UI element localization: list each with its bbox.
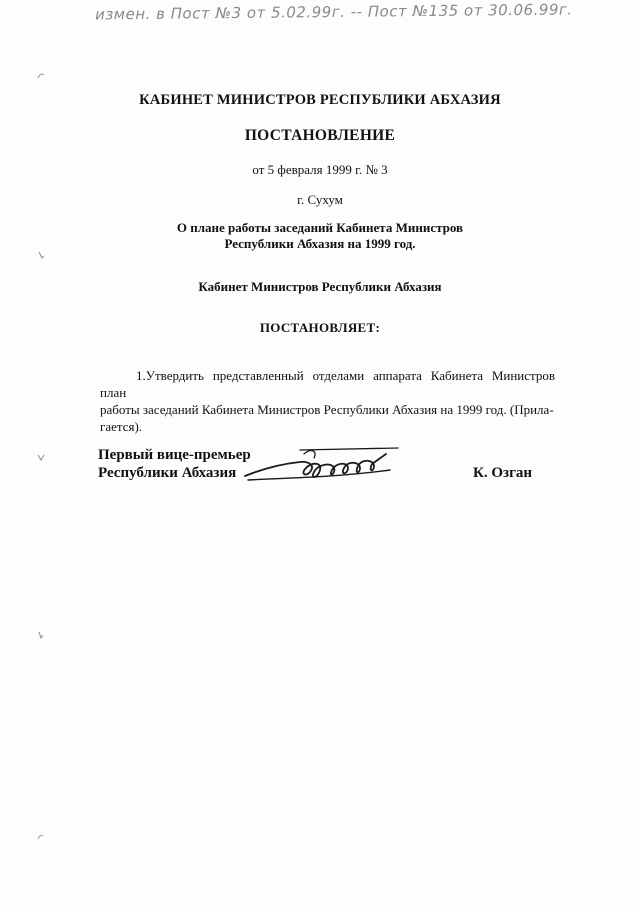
issuing-body: Кабинет Министров Республики Абхазия — [198, 279, 442, 294]
document-type-title: ПОСТАНОВЛЕНИЕ — [244, 127, 396, 144]
paragraph-line: гается). — [100, 419, 143, 434]
position-line: Республики Абхазия — [98, 465, 237, 481]
scan-mark-icon — [36, 832, 46, 842]
scan-mark-icon — [36, 630, 46, 640]
document-subject — [0, 220, 640, 252]
signatory-name: К. Озган — [473, 465, 533, 481]
subject-line: О плане работы заседаний Кабинета Министров — [176, 220, 464, 235]
scan-mark-icon — [36, 452, 46, 462]
handwritten-signature-icon — [240, 440, 410, 495]
organization-title: КАБИНЕТ МИНИСТРОВ РЕСПУБЛИКИ АБХАЗИЯ — [139, 92, 501, 108]
signatory-position — [98, 446, 251, 482]
document-date-number: от 5 февраля 1999 г. № 3 — [252, 162, 388, 177]
decrees-heading: ПОСТАНОВЛЯЕТ: — [259, 320, 381, 335]
resolution-paragraph — [100, 367, 555, 435]
position-line: Первый вице-премьер — [98, 447, 251, 463]
paragraph-line: работы заседаний Кабинета Министров Республики Абхазия на 1999 год. (Прила- — [100, 402, 554, 417]
handwritten-amendment-note: измен. в Пост №3 от 5.02.99г. -- Пост №135 от 30.06.99г. — [94, 0, 573, 24]
document-city: г. Сухум — [297, 192, 343, 207]
subject-line: Республики Абхазия на 1999 год. — [224, 236, 416, 251]
paragraph-line: 1.Утвердить представленный отделами аппарата Кабинета Министров план — [100, 368, 555, 400]
scan-mark-icon — [36, 70, 46, 80]
